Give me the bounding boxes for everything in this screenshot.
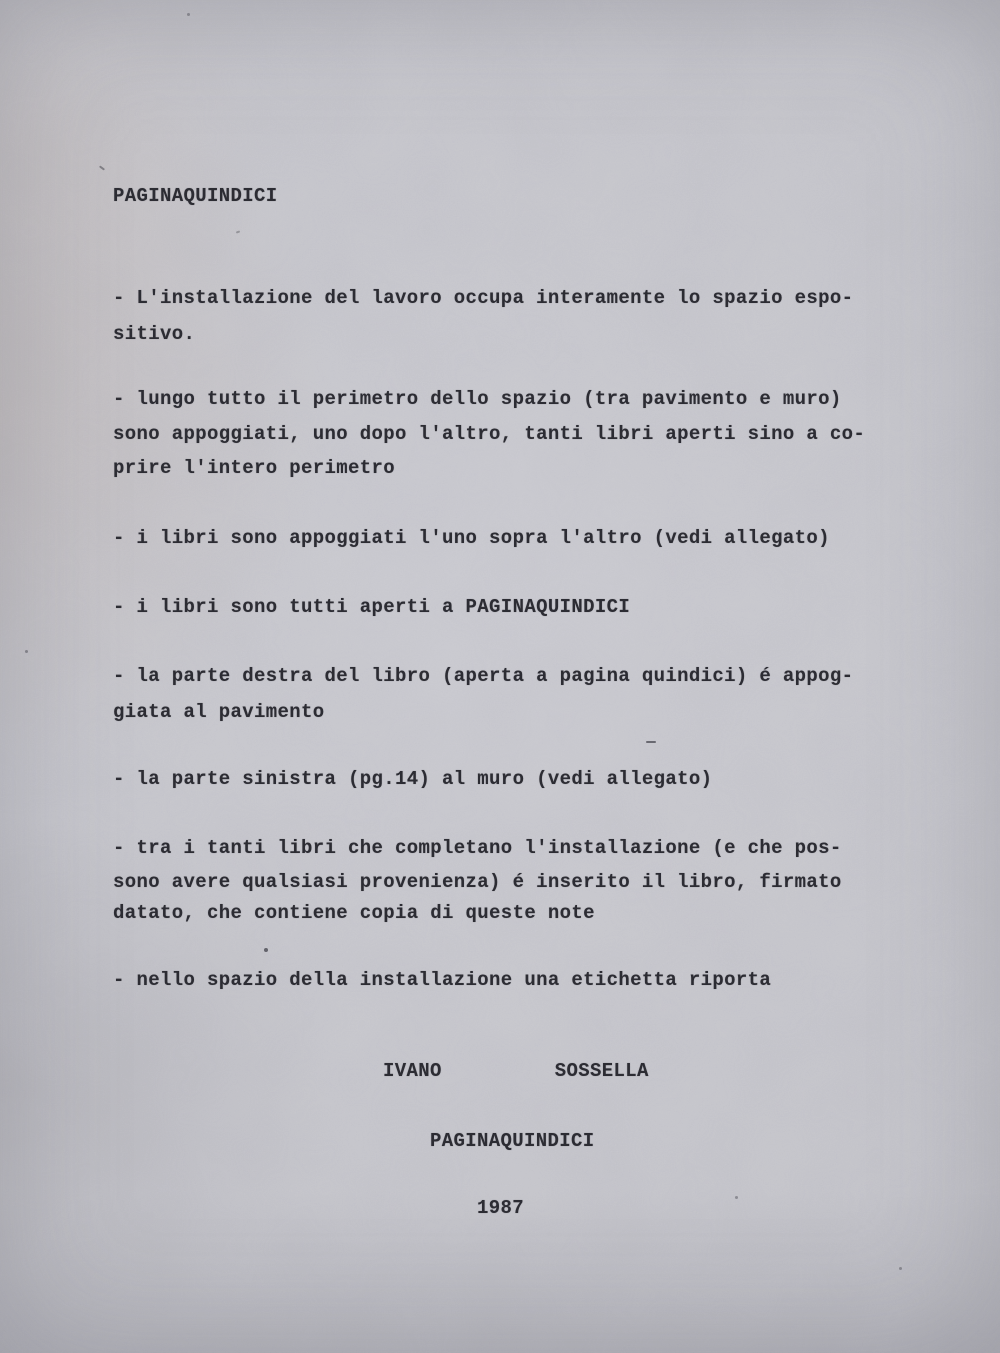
year-label: 1987 [477, 1197, 525, 1219]
paragraph-line: - i libri sono appoggiati l'uno sopra l'altro (vedi allegato) [113, 527, 830, 549]
paper-speck [899, 1267, 902, 1270]
paragraph-line: - i libri sono tutti aperti a PAGINAQUINDICI [113, 596, 631, 618]
paragraph-line: giata al pavimento [113, 701, 325, 723]
paper-speck [646, 741, 656, 743]
paragraph-line: - L'installazione del lavoro occupa interamente lo spazio espo- [113, 287, 854, 309]
paragraph-line: sono appoggiati, uno dopo l'altro, tanti libri aperti sino a co- [113, 423, 866, 445]
author-last-name: SOSSELLA [554, 1060, 649, 1082]
paragraph-line: - tra i tanti libri che completano l'installazione (e che pos- [113, 837, 842, 859]
paper-speck [236, 230, 240, 233]
paper-speck [187, 13, 190, 16]
paragraph-line: sono avere qualsiasi provenienza) é inserito il libro, firmato [113, 871, 842, 893]
work-title: PAGINAQUINDICI [430, 1130, 595, 1152]
author-first-name: IVANO [383, 1060, 442, 1082]
paragraph-line: prire l'intero perimetro [113, 457, 396, 479]
paragraph-line: - la parte sinistra (pg.14) al muro (vedi allegato) [113, 768, 713, 790]
paper-speck [735, 1196, 738, 1199]
page-title: PAGINAQUINDICI [113, 185, 278, 207]
paper-speck [99, 165, 105, 170]
paragraph-line: sitivo. [113, 323, 196, 345]
paper-speck [264, 948, 268, 952]
paragraph-line: - nello spazio della installazione una etichetta riporta [113, 969, 772, 991]
paragraph-line: - la parte destra del libro (aperta a pagina quindici) é appog- [113, 665, 854, 687]
paragraph-line: - lungo tutto il perimetro dello spazio (tra pavimento e muro) [113, 388, 842, 410]
author-signature [383, 1060, 649, 1082]
paragraph-line: datato, che contiene copia di queste note [113, 902, 595, 924]
paper-speck [25, 650, 28, 653]
